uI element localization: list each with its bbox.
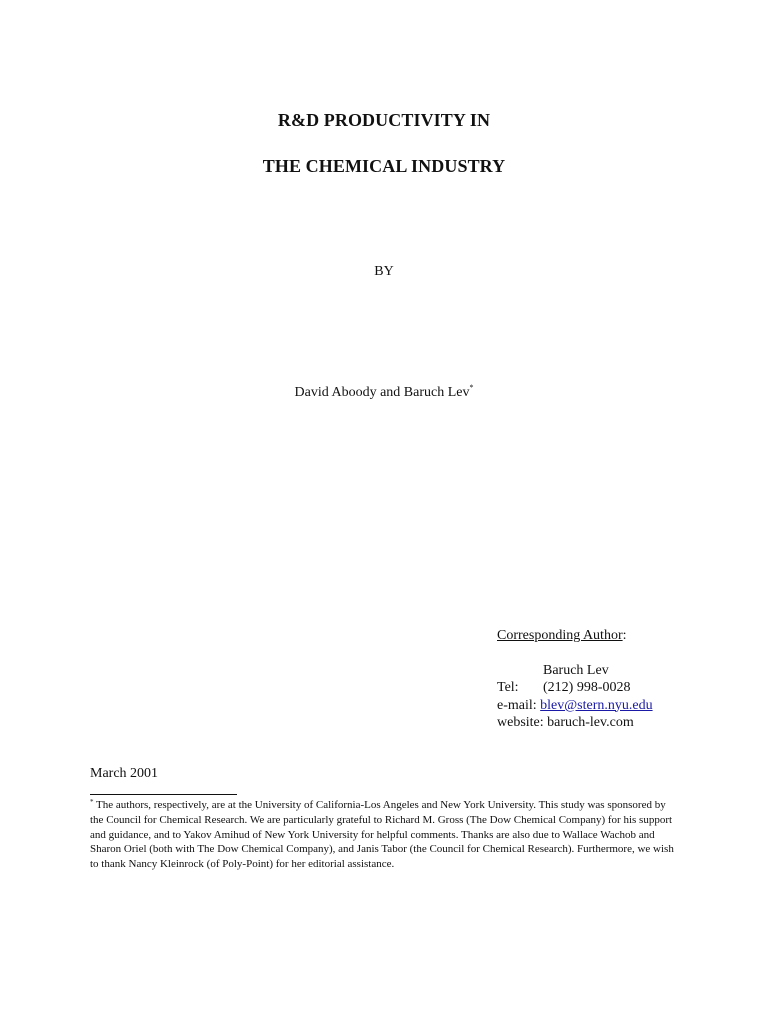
corresponding-author-heading: Corresponding Author <box>497 628 623 643</box>
email-row <box>497 697 653 715</box>
website-value: baruch-lev.com <box>547 715 634 730</box>
website-row <box>497 714 653 732</box>
telephone-value: (212) 998-0028 <box>543 680 631 695</box>
corresponding-author-name: Baruch Lev <box>543 662 609 678</box>
corresponding-author-heading-colon: : <box>622 628 627 643</box>
footnote-text: The authors, respectively, are at the University of California-Los Angeles and New York University. This study was sponsored by the Council for Chemical Research. We are particularly grateful to Richard M. Gross (The Dow Chemical Company) for his support and guidance, and to Yakov Amihud of New York University for helpful comments. Thanks are also due to Wallace Wachob and Sharon Oriel (both with The Dow Chemical Company), and Janis Tabor (the Council for Chemical Research). Furthermore, we wish to thank Nancy Kleinrock (of Poly-Point) for her editorial assistance. <box>90 799 674 871</box>
corresponding-author-block <box>497 627 653 732</box>
by-line: BY <box>374 264 394 279</box>
corresponding-author-heading-row <box>497 627 653 645</box>
footnote-marker: * <box>90 798 94 806</box>
author-footnote-marker: * <box>469 383 474 392</box>
website-label: website: <box>497 715 548 730</box>
telephone-label: Tel: <box>497 680 519 695</box>
email-label: e-mail: <box>497 697 541 713</box>
title-line-2: THE CHEMICAL INDUSTRY <box>262 156 506 176</box>
author-names: David Aboody and Baruch Lev <box>294 385 470 400</box>
footnote-divider <box>90 794 237 795</box>
title-line-1: R&D PRODUCTIVITY IN <box>277 110 491 130</box>
footnote <box>90 798 675 872</box>
author-line <box>0 385 768 401</box>
publication-date: March 2001 <box>90 766 159 781</box>
spacer <box>497 645 653 662</box>
telephone-row <box>497 679 653 697</box>
email-link[interactable]: blev@stern.nyu.edu <box>540 697 653 713</box>
